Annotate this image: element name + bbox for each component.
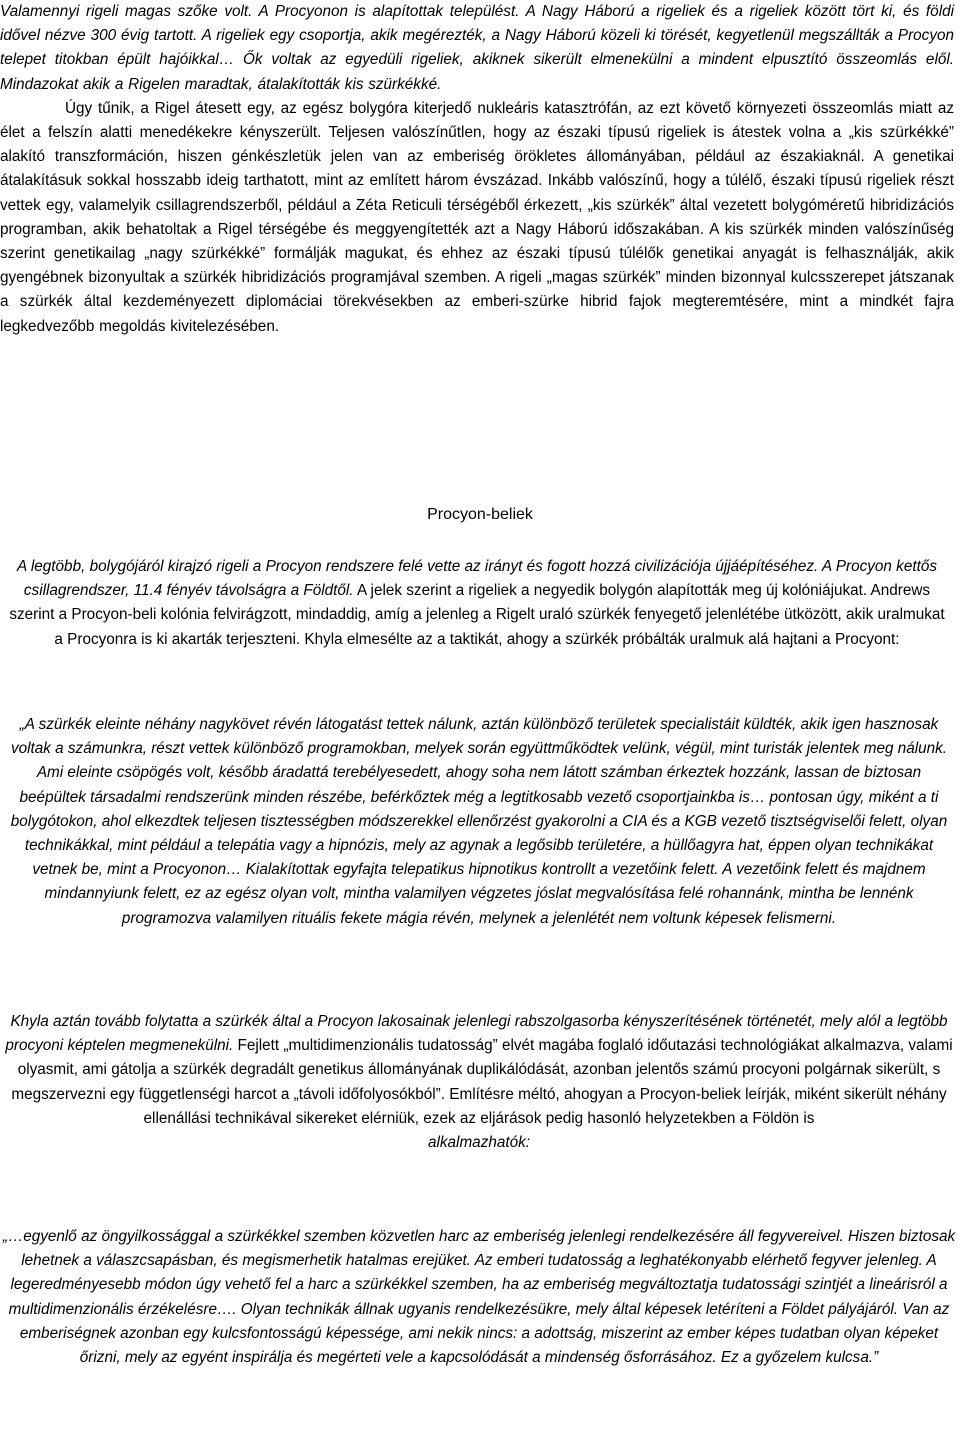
quote-block-2 bbox=[2, 1225, 956, 1370]
intro-paragraph-1-rest: A rigeliek egy csoportja, akik megérezték, a Nagy Háború közeli ki törését, kegyetlenül megszállták a Procyon telepet titokban épült hajóikkal… Ők voltak az egyedüli rigeliek, akiknek sikerült elmenekülni a mindent elpusztító összeomlás elől. Mindazokat akik a Rigelen maradtak, átalakították kis szürkékké. bbox=[0, 27, 954, 93]
procyon-paragraph-part-1: A legtöbb, bolygójáról kirajzó rigeli a Procyon rendszere felé vette az irányt és fogott hozzá civilizációja újjáépítéséhez. A Procyon kettős csillagrendszer, 11.4 fényév távolságra a Földtől. bbox=[17, 558, 937, 600]
khyla-paragraph-part-3: alkalmazhatók: bbox=[427, 1134, 531, 1152]
quote-block-1 bbox=[2, 713, 956, 931]
quote-1-text: „A szürkék eleinte néhány nagykövet révén látogatást tettek nálunk, aztán különböző területek specialistáit küldték, akik igen hasznosak voltak a számunkra, részt vettek különböző programokban, melyek során együttműködtek velünk, végül, mint turisták jelentek meg nálunk. Ami eleinte csöpögés volt, később áradattá terebélyesedett, ahogy soha nem látott számban érkeztek hozzánk, lassan de biztosan beépültek társadalmi rendszerünk minden részébe, beférkőztek még a legtitkosabb vezető csoportjainkba is… pontosan úgy, miként a ti bolygótokon, ahol elkezdtek teljesen tisztességben módszerekkel ellenőrzést gyakorolni a CIA és a KGB vezető tisztségviselői felett, olyan technikákkal, mint például a telepátia vagy a hipnózis, mely az agynak a legősibb területére, a hüllőagyra hat, éppen olyan technikákat vetnek be, mint a Procyonon… Kialakítottak egyfajta telepatikus hipnotikus kontrollt a vezetőink felett. A vezetőink felett és majdnem mindannyiunk felett, ez az egész olyan volt, mintha valamilyen végzetes jóslat megvalósítása felé rohannánk, mintha be lennénk programozva valamilyen rituális fekete mágia révén, melynek a jelenlétét nem voltunk képesek felismerni. bbox=[10, 716, 948, 927]
intro-paragraph-1-italic: Valamennyi rigeli magas szőke volt. A Procyonon is alapítottak települést. A Nagy Háború a rigeliek és a rigeliek között tört ki, és földi idővel nézve 300 évig tartott. bbox=[0, 3, 954, 45]
procyon-paragraph bbox=[5, 555, 949, 652]
quote-2-part-2: Olyan technikák állnak ugyanis rendelkezésükre, mely által képesek letéríteni a Földet pályájáról. Van az emberiségnek azonban egy kulcsfontosságú képessége, ami nekik nincs: a adottság, miszerint az ember képes tudatban olyan képeket őrizni, mely az egyént inspirálja és megérteti vele a kapcsolódását a mindenség ősforrásához. Ez a győzelem kulcsa.” bbox=[19, 1300, 950, 1367]
intro-section bbox=[0, 0, 954, 339]
procyon-paragraph-text bbox=[5, 555, 949, 652]
intro-paragraph-1 bbox=[0, 0, 954, 97]
khyla-paragraph-part-2: Fejlett „multidimenzionális tudatosság” elvét magába foglaló időutazási technológiákat alkalmazva, valami olyasmit, ami gátolja a szürkék degradált genetikus állományának duplikálódását, azonban jelentős számú procyoni polgárnak sikerült, s megszervezni egy függetlenségi harcot a „távoli időfolyosókból”. Említésre méltó, ahogyan a Procyon-beliek leírják, miként sikerült néhány ellenállási technikával sikereket elérniük, ezek az eljárások pedig hasonló helyzetekben a Földön is bbox=[11, 1037, 953, 1127]
procyon-paragraph-part-2: A jelek szerint a rigeliek a negyedik bolygón alapították meg új kolóniájukat. Andrews szerint a Procyon-beli kolónia felvirágzott, mindaddig, amíg a jelenleg a Rigelt uraló szürkék fenyegető jelenlétébe ütközött, akik uralmukat a Procyonra is ki akarták terjeszteni. Khyla elmesélte az a taktikát, ahogy a szürkék próbálták uralmuk alá hajtani a Procyont: bbox=[9, 582, 945, 648]
khyla-paragraph-text bbox=[4, 1010, 954, 1131]
khyla-paragraph bbox=[4, 1010, 954, 1155]
khyla-paragraph-part-1: Khyla aztán tovább folytatta a szürkék által a Procyon lakosainak jelenlegi rabszolgasorba kényszerítésének történetét, mely alól a legtöbb procyoni képtelen megmenekülni. bbox=[5, 1013, 948, 1055]
section-title: Procyon-beliek bbox=[427, 506, 533, 523]
quote-2-part-1: „…egyenlő az öngyilkossággal a szürkékkel szemben közvetlen harc az emberiség jelenlegi rendelkezésére áll fegyvereivel. Hiszen biztosak lehetnek a válaszcsapásban, és megismerhetik hatalmas erejüket. Az emberi tudatosság a leghatékonyabb elérhető fegyver jelenleg. A legeredményesebb módon úgy vehető fel a harc a szürkékkel szemben, ha az emberiség megváltoztatja tudatossági szintjét a lineárisról a multidimenzionális érzékelésre…. bbox=[2, 1228, 956, 1318]
intro-paragraph-2: Úgy tűnik, a Rigel átesett egy, az egész bolygóra kiterjedő nukleáris katasztrófán, az ezt követő környezeti összeomlás miatt az élet a felszín alatti menedékekre kényszerült. Teljesen valószínűtlen, hogy az északi típusú rigeliek is átestek volna a „kis szürkékké” alakító transzformáción, hiszen génkészletük jelen van az emberiség örökletes állományában, például az északiaknál. A genetikai átalakításuk sokkal hosszabb ideig tarthatott, mint az említett három évszázad. Inkább valószínű, hogy a túlélő, északi típusú rigeliek részt vettek egy, valamelyik csillagrendszerből, például a Zéta Reticuli térségéből érkezett, „kis szürkék” által vezetett bolygóméretű hibridizációs programban, akik behatoltak a Rigel térségébe és meggyengítették azt a Nagy Háború időszakában. A kis szürkék minden valószínűség szerint genetikailag „nagy szürkékké” formálják magukat, és ehhez az északi típusú túlélők genetikai anyagát is felhasználják, akik gyengébnek bizonyultak a szürkék hibridizációs programjával szemben. A rigeli „magas szürkék” minden bizonnyal kulcsszerepet játszanak a szürkék által kezdeményezett diplomáciai törekvésekben az emberi-szürke hibrid fajok megteremtésére, mint a mindkét fajra legkedvezőbb megoldás kivitelezésében. bbox=[0, 99, 954, 335]
quote-2-text bbox=[2, 1225, 956, 1370]
